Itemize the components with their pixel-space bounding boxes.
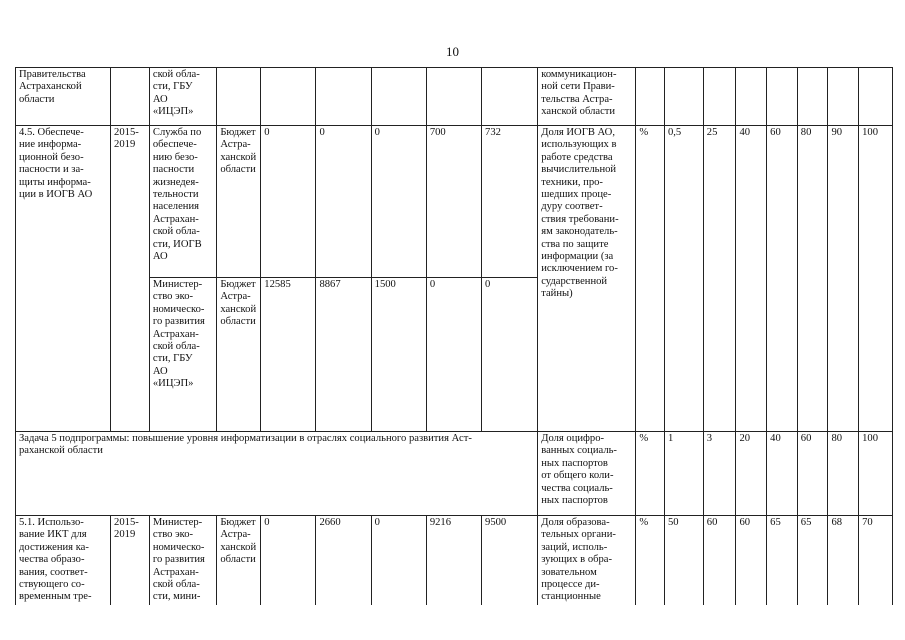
cell-line: зовательном xyxy=(541,566,597,578)
cell-line: Доля ИОГВ АО, xyxy=(541,127,615,138)
value-cell xyxy=(664,68,703,126)
cell-line: вание ИКТ для xyxy=(19,529,87,541)
unit-cell: % xyxy=(636,516,665,606)
cell-line: от общего коли- xyxy=(541,470,614,482)
value-cell: 3 xyxy=(703,432,736,516)
cell-line: пасности xyxy=(152,164,195,176)
value-cell xyxy=(797,68,828,126)
cell-line: щиты информа- xyxy=(19,176,91,188)
cell-line: ской обла- xyxy=(152,341,200,353)
value-cell: 90 xyxy=(828,126,859,432)
cell-line: обеспече- xyxy=(152,139,197,151)
cell-line: Бюджет xyxy=(220,127,256,138)
cell-line: ство эко- xyxy=(152,291,194,303)
table-row xyxy=(16,68,893,126)
unit-cell: % xyxy=(636,432,665,516)
cell-line: пасности и за- xyxy=(19,164,84,176)
cell-line: ствующего со- xyxy=(19,579,85,591)
cell-line: 2019 xyxy=(114,529,136,541)
cell-line: 4.5. Обеспече- xyxy=(19,127,84,138)
cell-line: ханской области xyxy=(541,106,616,118)
value-cell: 25 xyxy=(703,126,736,432)
measure-cell xyxy=(16,516,111,606)
table-row xyxy=(16,432,893,516)
cell-line: раханской области xyxy=(19,445,103,457)
cell-line: ской обла- xyxy=(152,226,200,238)
executor-cell xyxy=(149,68,216,126)
fin-cell-2019: 9500 xyxy=(482,516,538,606)
cell-line: области xyxy=(19,93,55,105)
cell-line: номическо- xyxy=(152,303,205,315)
cell-line: Министер- xyxy=(152,517,203,528)
fin-cell-2015: 0 xyxy=(261,126,316,278)
cell-line: Бюджет xyxy=(220,279,256,290)
cell-line: сти, ГБУ xyxy=(152,81,193,93)
table-row xyxy=(16,126,893,278)
cell-line: ных паспортов xyxy=(541,457,608,469)
cell-line: дуру соответ- xyxy=(541,201,603,213)
fin-cell-2017 xyxy=(371,68,426,126)
source-cell xyxy=(217,68,261,126)
value-cell xyxy=(703,68,736,126)
cell-line: Астра- xyxy=(220,529,251,541)
cell-line: 2015- xyxy=(114,517,139,528)
cell-line: го развития xyxy=(152,316,205,328)
cell-line: достижения ка- xyxy=(19,541,89,553)
fin-cell-2016: 8867 xyxy=(316,278,371,432)
cell-line: Министер- xyxy=(152,279,203,290)
value-cell: 100 xyxy=(859,126,893,432)
executor-cell xyxy=(149,126,216,278)
cell-line: Служба по xyxy=(152,127,202,138)
cell-line: Правительства xyxy=(19,69,86,80)
cell-line: 2019 xyxy=(114,139,136,151)
indicator-cell xyxy=(538,432,636,516)
cell-line: информации (за xyxy=(541,251,614,263)
cell-line: сти, ИОГВ xyxy=(152,238,202,250)
cell-line: работе средства xyxy=(541,151,613,163)
cell-line: Доля образова- xyxy=(541,517,610,528)
measure-cell xyxy=(16,126,111,432)
value-cell: 40 xyxy=(767,432,798,516)
value-cell xyxy=(828,68,859,126)
cell-line: ных паспортов xyxy=(541,495,608,507)
cell-line: Астра- xyxy=(220,291,251,303)
cell-line: вания, соответ- xyxy=(19,566,88,578)
cell-line: тельства Астра- xyxy=(541,93,613,105)
table-row xyxy=(16,516,893,606)
cell-line: нию безо- xyxy=(152,151,198,163)
unit-cell xyxy=(636,68,665,126)
indicator-cell xyxy=(538,126,636,432)
cell-line: техники, про- xyxy=(541,176,603,188)
cell-line: жизнедея- xyxy=(152,176,199,188)
fin-cell-2018: 700 xyxy=(426,126,481,278)
fin-cell-2015 xyxy=(261,68,316,126)
cell-line: временным тре- xyxy=(19,591,92,603)
cell-line: сти, ГБУ xyxy=(152,353,193,365)
cell-line: ской обла- xyxy=(152,69,200,80)
cell-line: процессе ди- xyxy=(541,579,600,591)
source-cell xyxy=(217,278,261,432)
cell-line: го развития xyxy=(152,554,205,566)
value-cell: 1 xyxy=(664,432,703,516)
value-cell: 0,5 xyxy=(664,126,703,432)
cell-line: Астраханской xyxy=(19,81,82,93)
cell-line: шедших проце- xyxy=(541,189,612,201)
measure-cell xyxy=(16,68,111,126)
cell-line: ской обла- xyxy=(152,579,200,591)
value-cell: 50 xyxy=(664,516,703,606)
value-cell: 80 xyxy=(797,126,828,432)
value-cell xyxy=(767,68,798,126)
value-cell: 80 xyxy=(828,432,859,516)
cell-line: Бюджет xyxy=(220,517,256,528)
cell-line: Астрахан- xyxy=(152,328,199,340)
cell-line: зующих в обра- xyxy=(541,554,613,566)
cell-line: «ИЦЭП» xyxy=(152,378,194,390)
cell-line: чества социаль- xyxy=(541,482,613,494)
fin-cell-2017: 0 xyxy=(371,126,426,278)
cell-line: ние информа- xyxy=(19,139,82,151)
value-cell: 68 xyxy=(828,516,859,606)
unit-cell: % xyxy=(636,126,665,432)
years-cell xyxy=(111,68,150,126)
cell-line: номическо- xyxy=(152,541,205,553)
cell-line: ство эко- xyxy=(152,529,194,541)
cell-line: ханской xyxy=(220,541,257,553)
cell-line: ханской xyxy=(220,151,257,163)
cell-line: 5.1. Использо- xyxy=(19,517,84,528)
cell-line: ям законодатель- xyxy=(541,226,618,238)
indicator-cell xyxy=(538,516,636,606)
page-number: 10 xyxy=(446,44,459,59)
cell-line: ханской xyxy=(220,303,257,315)
source-cell xyxy=(217,516,261,606)
cell-line: использующих в xyxy=(541,139,617,151)
cell-line: АО xyxy=(152,251,168,263)
cell-line: Астрахан- xyxy=(152,566,199,578)
fin-cell-2019: 732 xyxy=(482,126,538,278)
cell-line: населения xyxy=(152,201,199,213)
cell-line: сударственной xyxy=(541,275,608,287)
cell-line: чества образо- xyxy=(19,554,85,566)
value-cell: 70 xyxy=(859,516,893,606)
cell-line: ной сети Прави- xyxy=(541,81,615,93)
executor-cell xyxy=(149,278,216,432)
cell-line: области xyxy=(220,164,256,176)
cell-line: области xyxy=(220,554,256,566)
value-cell: 40 xyxy=(736,126,767,432)
cell-line: области xyxy=(220,316,256,328)
cell-line: коммуникацион- xyxy=(541,69,617,80)
value-cell: 65 xyxy=(767,516,798,606)
cell-line: ции в ИОГВ АО xyxy=(19,189,93,201)
fin-cell-2016 xyxy=(316,68,371,126)
value-cell: 60 xyxy=(767,126,798,432)
cell-line: «ИЦЭП» xyxy=(152,106,194,118)
task-title-cell xyxy=(16,432,538,516)
indicator-cell xyxy=(538,68,636,126)
fin-cell-2019 xyxy=(482,68,538,126)
value-cell xyxy=(859,68,893,126)
cell-line: ванных социаль- xyxy=(541,445,617,457)
fin-cell-2015: 0 xyxy=(261,516,316,606)
cell-line: ционной безо- xyxy=(19,151,84,163)
fin-cell-2018: 0 xyxy=(426,278,481,432)
value-cell: 60 xyxy=(797,432,828,516)
cell-line: станционные xyxy=(541,591,601,603)
years-cell xyxy=(111,516,150,606)
fin-cell-2017: 1500 xyxy=(371,278,426,432)
cell-line: Доля оцифро- xyxy=(541,433,605,444)
cell-line: тельных органи- xyxy=(541,529,616,541)
fin-cell-2016: 0 xyxy=(316,126,371,278)
program-table xyxy=(15,67,893,605)
value-cell: 100 xyxy=(859,432,893,516)
fin-cell-2016: 2660 xyxy=(316,516,371,606)
value-cell: 65 xyxy=(797,516,828,606)
source-cell xyxy=(217,126,261,278)
cell-line: тайны) xyxy=(541,288,573,300)
executor-cell xyxy=(149,516,216,606)
fin-cell-2015: 12585 xyxy=(261,278,316,432)
cell-line: АО xyxy=(152,365,168,377)
years-cell xyxy=(111,126,150,432)
value-cell: 20 xyxy=(736,432,767,516)
cell-line: сти, мини- xyxy=(152,591,201,603)
cell-line: вычислительной xyxy=(541,164,617,176)
fin-cell-2018 xyxy=(426,68,481,126)
cell-line: Астра- xyxy=(220,139,251,151)
fin-cell-2018: 9216 xyxy=(426,516,481,606)
cell-line: исключением го- xyxy=(541,263,618,275)
cell-line: ствия требовани- xyxy=(541,213,619,225)
fin-cell-2019: 0 xyxy=(482,278,538,432)
cell-line: тельности xyxy=(152,189,199,201)
fin-cell-2017: 0 xyxy=(371,516,426,606)
cell-line: Задача 5 подпрограммы: повышение уровня информатизации в отраслях социального развития Аст- xyxy=(19,433,472,444)
cell-line: АО xyxy=(152,93,168,105)
cell-line: заций, исполь- xyxy=(541,541,608,553)
cell-line: Астрахан- xyxy=(152,213,199,225)
value-cell: 60 xyxy=(736,516,767,606)
value-cell xyxy=(736,68,767,126)
cell-line: ства по защите xyxy=(541,238,609,250)
value-cell: 60 xyxy=(703,516,736,606)
cell-line: 2015- xyxy=(114,127,139,138)
